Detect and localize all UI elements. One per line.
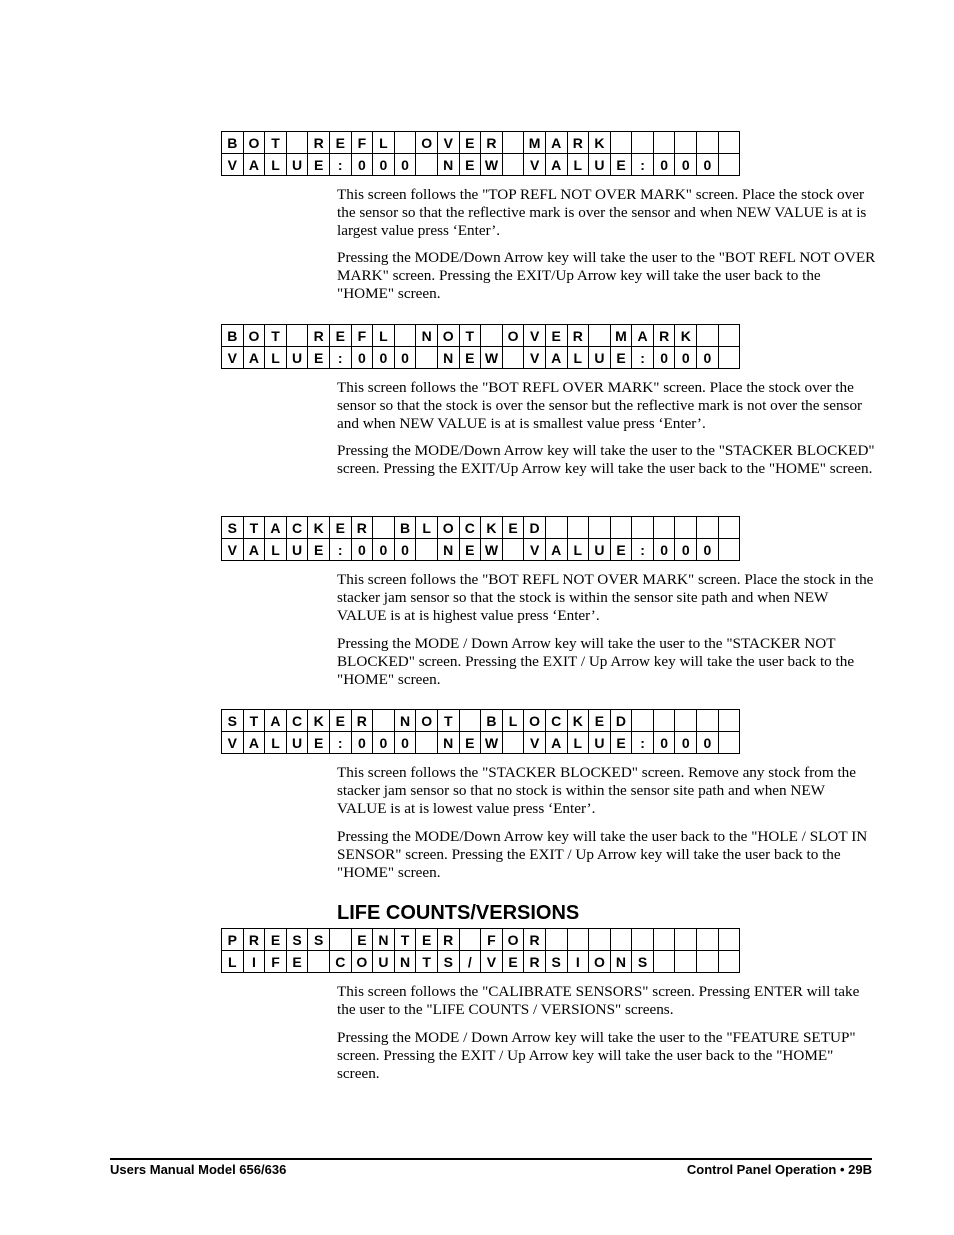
lcd-cell bbox=[632, 517, 654, 539]
lcd-cell: O bbox=[437, 517, 459, 539]
lcd-cell: L bbox=[373, 325, 395, 347]
lcd-cell: 0 bbox=[394, 347, 416, 369]
paragraph: This screen follows the "BOT REFL NOT OVER MARK" screen. Place the stock in the stacker jam sensor so that the stock is within the sensor site path and when NEW VALUE is at is highest value press ‘Enter’. bbox=[337, 571, 874, 625]
lcd-cell: 0 bbox=[653, 154, 675, 176]
lcd-cell bbox=[675, 132, 697, 154]
lcd-cell bbox=[697, 132, 719, 154]
paragraph: Pressing the MODE/Down Arrow key will take the user to the "STACKER BLOCKED" screen. Pressing the EXIT/Up Arrow key will take the user back to the "HOME" screen. bbox=[337, 442, 875, 478]
lcd-cell: N bbox=[437, 539, 459, 561]
lcd-cell: L bbox=[265, 732, 287, 754]
lcd-cell: 0 bbox=[351, 347, 373, 369]
lcd-cell: E bbox=[459, 154, 481, 176]
lcd-cell: T bbox=[394, 929, 416, 951]
lcd-cell: O bbox=[502, 325, 524, 347]
paragraph: This screen follows the "TOP REFL NOT OVER MARK" screen. Place the stock over the sensor so that the reflective mark is over the sensor and when NEW VALUE is at is largest value press ‘Enter’. bbox=[337, 186, 867, 240]
lcd-cell: O bbox=[416, 132, 438, 154]
lcd-cell: R bbox=[308, 132, 330, 154]
lcd-cell: S bbox=[632, 951, 654, 973]
lcd-cell: W bbox=[481, 347, 503, 369]
lcd-row bbox=[222, 951, 740, 973]
lcd-cell: C bbox=[329, 951, 351, 973]
paragraph: Pressing the MODE/Down Arrow key will take the user back to the "HOLE / SLOT IN SENSOR" screen. Pressing the EXIT / Up Arrow key will take the user back to the "HOME" screen. bbox=[337, 828, 868, 882]
lcd-cell: M bbox=[524, 132, 546, 154]
lcd-cell: A bbox=[243, 347, 265, 369]
lcd-cell bbox=[653, 517, 675, 539]
lcd-cell bbox=[394, 132, 416, 154]
lcd-cell: W bbox=[481, 539, 503, 561]
lcd-cell: U bbox=[589, 347, 611, 369]
lcd-cell: : bbox=[632, 732, 654, 754]
lcd-cell: E bbox=[610, 732, 632, 754]
lcd-cell: A bbox=[243, 539, 265, 561]
lcd-cell: K bbox=[308, 710, 330, 732]
lcd-cell bbox=[718, 325, 740, 347]
lcd-cell: S bbox=[222, 517, 244, 539]
lcd-cell: V bbox=[481, 951, 503, 973]
lcd-cell: L bbox=[265, 539, 287, 561]
lcd-cell bbox=[502, 154, 524, 176]
lcd-cell bbox=[416, 347, 438, 369]
lcd-cell: F bbox=[265, 951, 287, 973]
lcd-cell: E bbox=[286, 951, 308, 973]
lcd-screen bbox=[221, 709, 740, 754]
lcd-cell: : bbox=[632, 539, 654, 561]
lcd-cell: V bbox=[524, 347, 546, 369]
lcd-cell: 0 bbox=[394, 154, 416, 176]
lcd-cell: 0 bbox=[675, 539, 697, 561]
lcd-cell bbox=[632, 132, 654, 154]
lcd-cell: U bbox=[589, 732, 611, 754]
lcd-screen bbox=[221, 516, 740, 561]
lcd-cell: A bbox=[265, 517, 287, 539]
lcd-cell: A bbox=[243, 732, 265, 754]
footer-manual-title: Users Manual Model 656/636 bbox=[110, 1162, 287, 1177]
lcd-cell: 0 bbox=[675, 347, 697, 369]
lcd-cell: E bbox=[329, 517, 351, 539]
footer-page-label: Control Panel Operation • 29B bbox=[686, 1162, 872, 1177]
lcd-cell bbox=[675, 710, 697, 732]
lcd-cell bbox=[567, 517, 589, 539]
lcd-cell bbox=[373, 710, 395, 732]
lcd-cell bbox=[718, 951, 740, 973]
lcd-cell bbox=[589, 325, 611, 347]
lcd-cell bbox=[632, 929, 654, 951]
lcd-cell: R bbox=[524, 951, 546, 973]
lcd-cell: C bbox=[459, 517, 481, 539]
lcd-cell bbox=[718, 132, 740, 154]
lcd-cell: U bbox=[589, 154, 611, 176]
lcd-cell: 0 bbox=[373, 347, 395, 369]
lcd-cell: : bbox=[329, 732, 351, 754]
lcd-cell bbox=[502, 132, 524, 154]
lcd-cell: V bbox=[524, 325, 546, 347]
lcd-cell: N bbox=[437, 732, 459, 754]
lcd-cell: E bbox=[329, 325, 351, 347]
lcd-cell: D bbox=[524, 517, 546, 539]
lcd-cell: E bbox=[308, 347, 330, 369]
lcd-cell: 0 bbox=[373, 154, 395, 176]
lcd-cell bbox=[545, 929, 567, 951]
lcd-cell: C bbox=[286, 517, 308, 539]
lcd-cell: V bbox=[222, 539, 244, 561]
lcd-cell: E bbox=[308, 732, 330, 754]
lcd-cell bbox=[718, 732, 740, 754]
lcd-cell: V bbox=[222, 732, 244, 754]
lcd-cell bbox=[502, 347, 524, 369]
lcd-cell bbox=[589, 517, 611, 539]
lcd-cell: R bbox=[567, 325, 589, 347]
lcd-cell bbox=[697, 517, 719, 539]
lcd-cell bbox=[632, 710, 654, 732]
lcd-cell: T bbox=[459, 325, 481, 347]
lcd-cell bbox=[286, 325, 308, 347]
lcd-cell: O bbox=[243, 325, 265, 347]
lcd-cell bbox=[697, 929, 719, 951]
lcd-cell: L bbox=[567, 154, 589, 176]
lcd-cell: E bbox=[610, 539, 632, 561]
lcd-cell: : bbox=[632, 154, 654, 176]
lcd-cell bbox=[308, 951, 330, 973]
lcd-cell: S bbox=[308, 929, 330, 951]
lcd-cell: : bbox=[329, 154, 351, 176]
lcd-cell bbox=[697, 325, 719, 347]
lcd-cell: T bbox=[416, 951, 438, 973]
lcd-cell: 0 bbox=[351, 539, 373, 561]
lcd-cell bbox=[653, 951, 675, 973]
lcd-cell bbox=[416, 732, 438, 754]
lcd-cell: A bbox=[243, 154, 265, 176]
lcd-cell bbox=[718, 929, 740, 951]
lcd-cell bbox=[502, 732, 524, 754]
lcd-cell: 0 bbox=[675, 732, 697, 754]
paragraph: Pressing the MODE / Down Arrow key will take the user to the "STACKER NOT BLOCKED" screen. Pressing the EXIT / Up Arrow key will take the user back to the "HOME" screen. bbox=[337, 635, 855, 689]
paragraph: Pressing the MODE/Down Arrow key will take the user to the "BOT REFL NOT OVER MARK" screen. Pressing the EXIT/Up Arrow key will take the user back to the "HOME" screen. bbox=[337, 249, 876, 303]
lcd-cell: C bbox=[286, 710, 308, 732]
lcd-cell: O bbox=[589, 951, 611, 973]
lcd-cell: O bbox=[524, 710, 546, 732]
lcd-cell: S bbox=[286, 929, 308, 951]
lcd-cell: E bbox=[329, 132, 351, 154]
lcd-cell bbox=[697, 710, 719, 732]
lcd-cell: K bbox=[308, 517, 330, 539]
lcd-cell bbox=[459, 710, 481, 732]
lcd-cell: N bbox=[610, 951, 632, 973]
lcd-cell: T bbox=[265, 325, 287, 347]
lcd-cell: R bbox=[308, 325, 330, 347]
lcd-cell: 0 bbox=[675, 154, 697, 176]
lcd-cell bbox=[589, 929, 611, 951]
lcd-cell: O bbox=[351, 951, 373, 973]
lcd-cell: A bbox=[265, 710, 287, 732]
lcd-cell: A bbox=[545, 732, 567, 754]
lcd-cell: L bbox=[567, 347, 589, 369]
lcd-cell bbox=[481, 325, 503, 347]
lcd-cell: E bbox=[308, 539, 330, 561]
lcd-cell: B bbox=[222, 325, 244, 347]
lcd-cell: E bbox=[459, 347, 481, 369]
lcd-cell: I bbox=[243, 951, 265, 973]
lcd-cell: V bbox=[524, 154, 546, 176]
lcd-cell: 0 bbox=[697, 732, 719, 754]
lcd-cell: T bbox=[265, 132, 287, 154]
lcd-cell: K bbox=[675, 325, 697, 347]
lcd-cell: F bbox=[481, 929, 503, 951]
lcd-cell: R bbox=[567, 132, 589, 154]
lcd-cell: L bbox=[567, 732, 589, 754]
lcd-cell: 0 bbox=[697, 347, 719, 369]
lcd-cell: O bbox=[416, 710, 438, 732]
lcd-cell: 0 bbox=[373, 732, 395, 754]
lcd-cell: S bbox=[437, 951, 459, 973]
lcd-cell: E bbox=[265, 929, 287, 951]
lcd-cell bbox=[675, 517, 697, 539]
lcd-cell: : bbox=[329, 539, 351, 561]
lcd-row bbox=[222, 347, 740, 369]
footer-rule bbox=[110, 1158, 872, 1160]
lcd-cell: F bbox=[351, 325, 373, 347]
lcd-cell: 0 bbox=[394, 539, 416, 561]
lcd-cell: V bbox=[524, 539, 546, 561]
lcd-row bbox=[222, 710, 740, 732]
lcd-cell: W bbox=[481, 154, 503, 176]
lcd-cell: A bbox=[545, 539, 567, 561]
paragraph: Pressing the MODE / Down Arrow key will take the user to the "FEATURE SETUP" screen. Pressing the EXIT / Up Arrow key will take the user back to the "HOME" screen. bbox=[337, 1029, 856, 1083]
lcd-cell: E bbox=[308, 154, 330, 176]
lcd-cell: N bbox=[416, 325, 438, 347]
lcd-cell: E bbox=[329, 710, 351, 732]
lcd-row bbox=[222, 929, 740, 951]
lcd-cell: 0 bbox=[351, 154, 373, 176]
lcd-cell bbox=[286, 132, 308, 154]
lcd-cell: L bbox=[416, 517, 438, 539]
lcd-cell: R bbox=[351, 710, 373, 732]
lcd-screen bbox=[221, 928, 740, 973]
lcd-cell: E bbox=[459, 732, 481, 754]
lcd-cell: 0 bbox=[653, 347, 675, 369]
lcd-cell bbox=[416, 154, 438, 176]
lcd-cell: L bbox=[373, 132, 395, 154]
lcd-cell: E bbox=[351, 929, 373, 951]
lcd-cell: R bbox=[481, 132, 503, 154]
lcd-cell: V bbox=[222, 347, 244, 369]
lcd-cell: I bbox=[567, 951, 589, 973]
lcd-cell: E bbox=[589, 710, 611, 732]
lcd-cell: T bbox=[243, 710, 265, 732]
paragraph: This screen follows the "BOT REFL OVER MARK" screen. Place the stock over the sensor so that the stock is over the sensor but the reflective mark is not over the sensor and when NEW VALUE is at is smallest value press ‘Enter’. bbox=[337, 379, 863, 433]
lcd-cell: L bbox=[502, 710, 524, 732]
lcd-cell: D bbox=[610, 710, 632, 732]
lcd-cell bbox=[610, 517, 632, 539]
lcd-cell: A bbox=[545, 154, 567, 176]
lcd-cell: U bbox=[589, 539, 611, 561]
lcd-cell bbox=[373, 517, 395, 539]
lcd-row bbox=[222, 517, 740, 539]
lcd-row bbox=[222, 132, 740, 154]
lcd-cell: V bbox=[222, 154, 244, 176]
lcd-cell: K bbox=[481, 517, 503, 539]
lcd-cell: V bbox=[437, 132, 459, 154]
lcd-cell: R bbox=[437, 929, 459, 951]
lcd-cell bbox=[653, 132, 675, 154]
lcd-cell: A bbox=[632, 325, 654, 347]
lcd-cell: A bbox=[545, 347, 567, 369]
lcd-cell: U bbox=[286, 347, 308, 369]
lcd-cell bbox=[416, 539, 438, 561]
lcd-cell: B bbox=[394, 517, 416, 539]
lcd-cell: S bbox=[545, 951, 567, 973]
lcd-cell: 0 bbox=[394, 732, 416, 754]
lcd-cell: K bbox=[589, 132, 611, 154]
lcd-cell: U bbox=[286, 154, 308, 176]
lcd-cell bbox=[329, 929, 351, 951]
lcd-row bbox=[222, 154, 740, 176]
lcd-cell bbox=[459, 929, 481, 951]
lcd-cell: L bbox=[265, 154, 287, 176]
lcd-cell: U bbox=[286, 539, 308, 561]
lcd-cell: W bbox=[481, 732, 503, 754]
lcd-cell bbox=[675, 951, 697, 973]
lcd-cell: U bbox=[373, 951, 395, 973]
lcd-cell bbox=[675, 929, 697, 951]
lcd-cell: R bbox=[243, 929, 265, 951]
lcd-cell: O bbox=[243, 132, 265, 154]
lcd-cell: : bbox=[329, 347, 351, 369]
lcd-screen bbox=[221, 324, 740, 369]
lcd-cell: O bbox=[502, 929, 524, 951]
lcd-cell: N bbox=[437, 347, 459, 369]
lcd-cell: E bbox=[416, 929, 438, 951]
lcd-cell: L bbox=[265, 347, 287, 369]
lcd-cell bbox=[718, 517, 740, 539]
lcd-cell bbox=[653, 929, 675, 951]
lcd-cell: E bbox=[545, 325, 567, 347]
lcd-cell bbox=[610, 929, 632, 951]
lcd-cell: 0 bbox=[697, 154, 719, 176]
section-heading: LIFE COUNTS/VERSIONS bbox=[337, 902, 580, 924]
lcd-cell bbox=[567, 929, 589, 951]
lcd-cell bbox=[718, 710, 740, 732]
lcd-cell: A bbox=[545, 132, 567, 154]
lcd-cell: B bbox=[481, 710, 503, 732]
lcd-cell bbox=[545, 517, 567, 539]
lcd-cell: N bbox=[373, 929, 395, 951]
lcd-cell: 0 bbox=[351, 732, 373, 754]
lcd-cell bbox=[718, 539, 740, 561]
lcd-cell: U bbox=[286, 732, 308, 754]
lcd-cell: F bbox=[351, 132, 373, 154]
lcd-cell bbox=[653, 710, 675, 732]
lcd-cell: 0 bbox=[373, 539, 395, 561]
lcd-screen bbox=[221, 131, 740, 176]
lcd-cell: O bbox=[437, 325, 459, 347]
lcd-cell: L bbox=[222, 951, 244, 973]
lcd-cell: / bbox=[459, 951, 481, 973]
lcd-cell: P bbox=[222, 929, 244, 951]
lcd-cell: 0 bbox=[697, 539, 719, 561]
paragraph: This screen follows the "STACKER BLOCKED" screen. Remove any stock from the stacker jam sensor so that no stock is within the sensor site path and when NEW VALUE is at is lowest value press ‘Enter’. bbox=[337, 764, 857, 818]
paragraph: This screen follows the "CALIBRATE SENSORS" screen. Pressing ENTER will take the user to the "LIFE COUNTS / VERSIONS" screens. bbox=[337, 983, 860, 1019]
lcd-cell bbox=[718, 154, 740, 176]
lcd-cell: E bbox=[610, 347, 632, 369]
lcd-cell: N bbox=[394, 710, 416, 732]
lcd-cell bbox=[610, 132, 632, 154]
lcd-cell bbox=[502, 539, 524, 561]
lcd-cell: R bbox=[524, 929, 546, 951]
lcd-cell: E bbox=[502, 517, 524, 539]
lcd-cell: R bbox=[351, 517, 373, 539]
lcd-cell: 0 bbox=[653, 732, 675, 754]
lcd-cell: T bbox=[437, 710, 459, 732]
lcd-cell: 0 bbox=[653, 539, 675, 561]
lcd-cell: N bbox=[437, 154, 459, 176]
lcd-row bbox=[222, 539, 740, 561]
lcd-cell: S bbox=[222, 710, 244, 732]
lcd-cell: E bbox=[502, 951, 524, 973]
lcd-cell: C bbox=[545, 710, 567, 732]
lcd-cell: E bbox=[610, 154, 632, 176]
lcd-cell bbox=[718, 347, 740, 369]
lcd-cell: K bbox=[567, 710, 589, 732]
lcd-cell: L bbox=[567, 539, 589, 561]
lcd-cell: B bbox=[222, 132, 244, 154]
lcd-row bbox=[222, 325, 740, 347]
lcd-cell: N bbox=[394, 951, 416, 973]
lcd-cell: M bbox=[610, 325, 632, 347]
lcd-cell bbox=[697, 951, 719, 973]
lcd-row bbox=[222, 732, 740, 754]
lcd-cell bbox=[394, 325, 416, 347]
lcd-cell: T bbox=[243, 517, 265, 539]
lcd-cell: E bbox=[459, 132, 481, 154]
lcd-cell: R bbox=[653, 325, 675, 347]
lcd-cell: : bbox=[632, 347, 654, 369]
lcd-cell: E bbox=[459, 539, 481, 561]
lcd-cell: V bbox=[524, 732, 546, 754]
